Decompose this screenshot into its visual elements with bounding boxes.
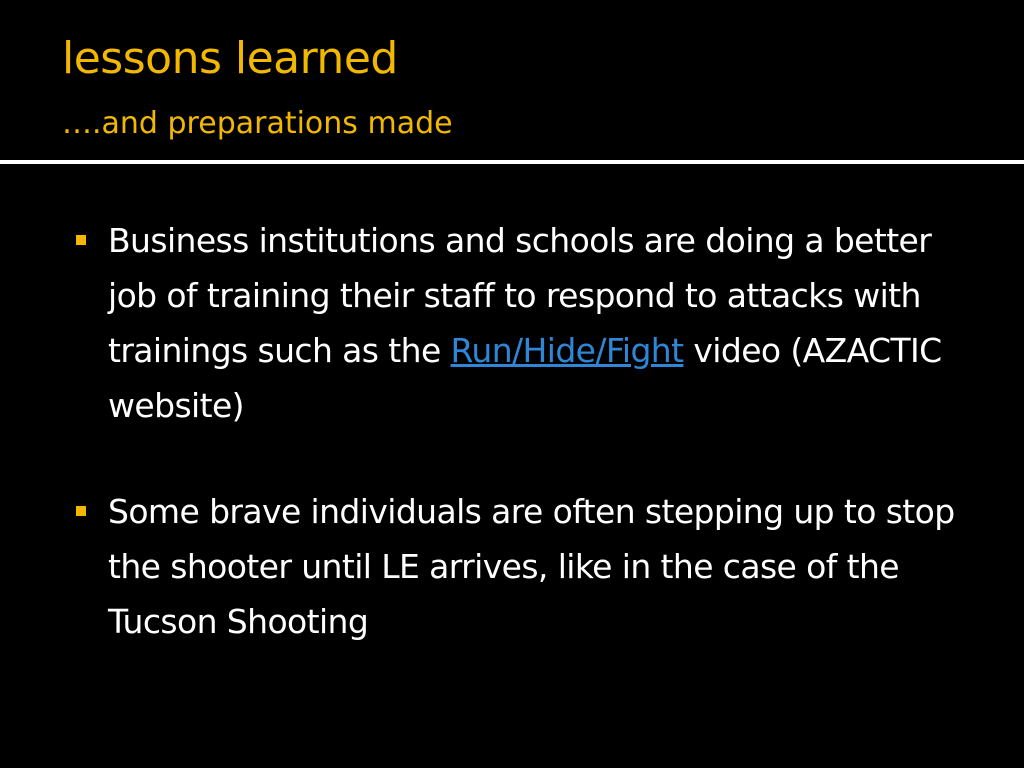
square-bullet-icon: [76, 506, 86, 516]
bullet-item-brave-individuals: [72, 484, 972, 649]
bullet-text-before: Business institutions and schools are doing a better job of training their staff to respond to attacks with trainings such as the: [108, 221, 932, 370]
title-divider: [0, 160, 1024, 164]
square-bullet-icon: [76, 235, 86, 245]
bullet-list: [72, 213, 972, 700]
run-hide-fight-link[interactable]: Run/Hide/Fight: [450, 331, 684, 370]
bullet-text-after: video (AZACTIC website): [108, 331, 942, 425]
bullet-item-training: [72, 213, 972, 433]
slide-subtitle: ….and preparations made: [62, 106, 453, 141]
slide-title: lessons learned: [62, 33, 398, 84]
bullet-text: Some brave individuals are often stepping up to stop the shooter until LE arrives, like in the case of the Tucson Shooting: [108, 492, 955, 641]
